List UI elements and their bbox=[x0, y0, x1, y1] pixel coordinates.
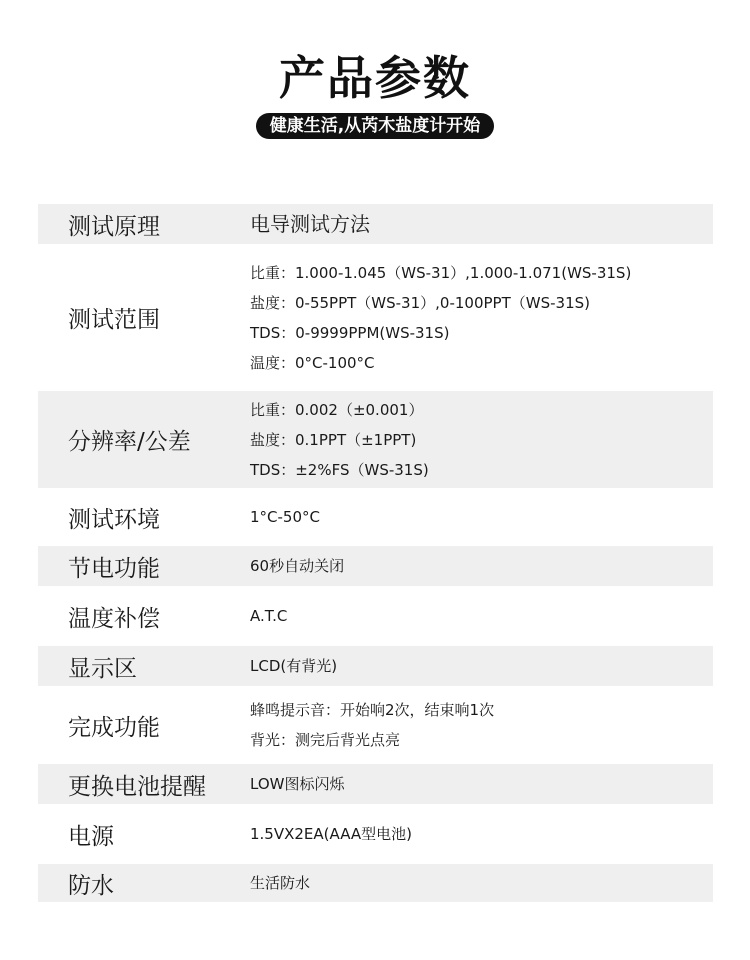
spec-value-line: 蜂鸣提示音：开始响2次，结束响1次 bbox=[250, 701, 495, 719]
spec-row-range bbox=[38, 244, 713, 391]
spec-value bbox=[250, 651, 713, 681]
spec-row-power-saving bbox=[38, 546, 713, 586]
spec-value bbox=[250, 395, 713, 485]
spec-value-line: LCD(有背光) bbox=[250, 657, 338, 675]
spec-value-line: 比重：1.000-1.045（WS-31）,1.000-1.071(WS-31S) bbox=[250, 263, 632, 282]
spec-value-line: 60秒自动关闭 bbox=[250, 557, 345, 575]
spec-row-resolution bbox=[38, 391, 713, 488]
spec-row-battery-reminder bbox=[38, 764, 713, 804]
spec-value-line: TDS：0-9999PPM(WS-31S) bbox=[250, 323, 450, 342]
subtitle-container bbox=[0, 113, 750, 139]
spec-label: 测试范围 bbox=[68, 307, 160, 333]
spec-value-line: 背光：测完后背光点亮 bbox=[250, 731, 401, 749]
spec-value bbox=[250, 551, 713, 581]
spec-label: 测试环境 bbox=[68, 506, 160, 533]
spec-value-line: TDS：±2%FS（WS-31S) bbox=[250, 460, 429, 479]
spec-row-completion bbox=[38, 686, 713, 764]
spec-label: 温度补偿 bbox=[68, 605, 160, 632]
spec-row-power-supply bbox=[38, 804, 713, 864]
spec-row-environment bbox=[38, 488, 713, 546]
spec-value bbox=[250, 819, 713, 849]
spec-row-temp-compensation bbox=[38, 586, 713, 646]
spec-value-line: 盐度：0-55PPT（WS-31）,0-100PPT（WS-31S) bbox=[250, 293, 590, 312]
spec-label: 电源 bbox=[68, 823, 114, 850]
spec-label: 测试原理 bbox=[68, 213, 160, 240]
spec-value-line: 1.5VX2EA(AAA型电池) bbox=[250, 825, 412, 843]
spec-value-line: 温度：0°C-100°C bbox=[250, 353, 375, 372]
spec-value bbox=[250, 601, 713, 631]
spec-value bbox=[250, 502, 713, 532]
spec-table bbox=[38, 204, 713, 902]
spec-value bbox=[250, 695, 713, 755]
spec-value-line: A.T.C bbox=[250, 607, 288, 625]
spec-row-display bbox=[38, 646, 713, 686]
spec-label: 更换电池提醒 bbox=[68, 773, 206, 800]
spec-label: 节电功能 bbox=[68, 555, 160, 582]
spec-label: 分辨率/公差 bbox=[68, 429, 191, 455]
page-title: 产品参数 bbox=[279, 51, 471, 105]
spec-label: 显示区 bbox=[68, 655, 137, 682]
spec-value bbox=[250, 769, 713, 799]
spec-label: 防水 bbox=[68, 872, 114, 899]
spec-value-line: 生活防水 bbox=[250, 874, 311, 892]
spec-row-waterproof bbox=[38, 864, 713, 902]
subtitle-badge: 健康生活,从芮木盐度计开始 bbox=[256, 113, 494, 139]
spec-value-line: 比重：0.002（±0.001） bbox=[250, 400, 424, 419]
spec-row-principle bbox=[38, 204, 713, 244]
spec-value bbox=[250, 868, 713, 898]
spec-value bbox=[250, 258, 713, 378]
spec-value-line: 电导测试方法 bbox=[250, 212, 370, 236]
spec-value-line: 盐度：0.1PPT（±1PPT) bbox=[250, 430, 417, 449]
spec-label: 完成功能 bbox=[68, 714, 160, 741]
spec-value bbox=[250, 209, 713, 239]
spec-value-line: LOW图标闪烁 bbox=[250, 775, 345, 793]
spec-value-line: 1°C-50°C bbox=[250, 508, 320, 526]
